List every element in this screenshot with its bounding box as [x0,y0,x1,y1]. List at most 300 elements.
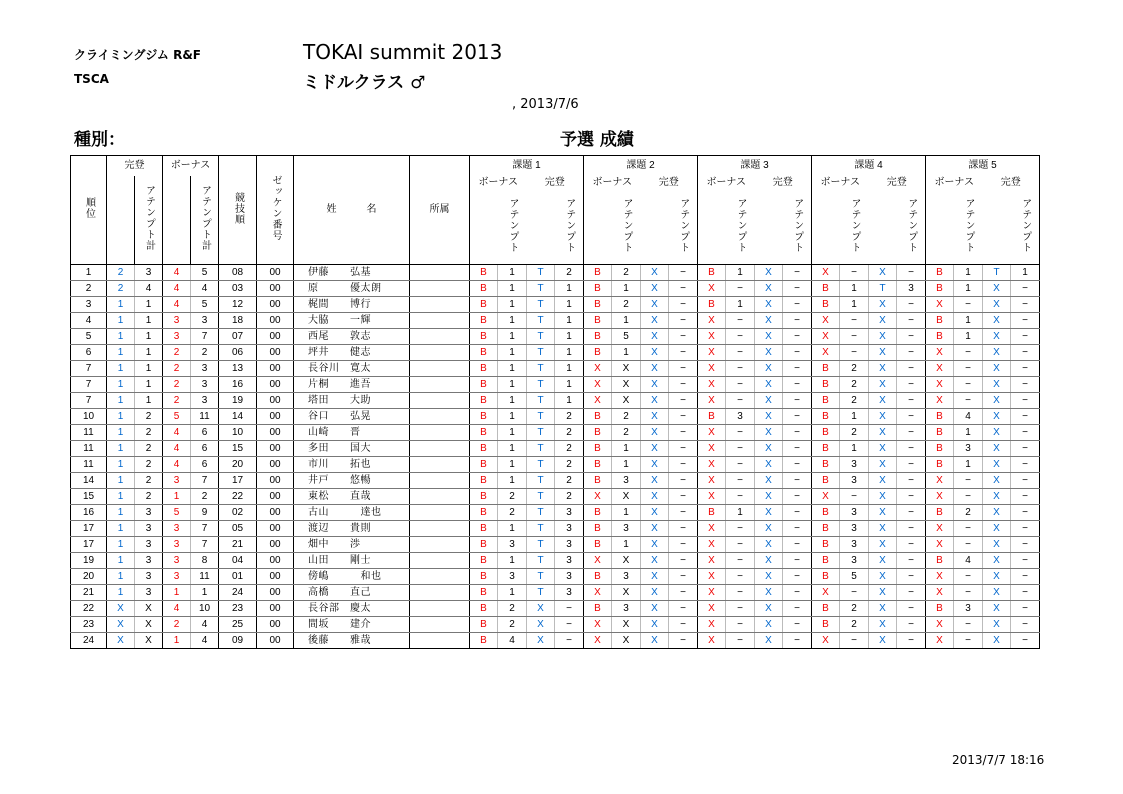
rank-cell: 23 [71,617,107,633]
bib-cell: 00 [257,441,294,457]
problem-2-bonus-mark: B [584,521,612,537]
rank-cell: 21 [71,585,107,601]
problem-3-bonus-attempts: − [726,633,755,649]
problem-2-top-mark: X [641,297,669,313]
problem-3-top-attempts: − [783,425,812,441]
problem-2-bonus-mark: B [584,441,612,457]
problem-2-bonus-attempts: X [612,585,641,601]
table-row [71,265,1040,281]
problem-1-top-attempts: 3 [555,521,584,537]
problem-3-bonus-attempts: − [726,473,755,489]
name-cell: 後藤 雅哉 [294,633,410,649]
order-cell: 09 [219,633,257,649]
problem-3-top-mark: X [755,265,783,281]
problem-1-bonus-attempts: 1 [498,425,527,441]
problem-1-top-attempts: 1 [555,297,584,313]
problem-1-bonus-mark: B [470,537,498,553]
problem-header-4 [812,156,926,177]
tops-count-cell: 1 [107,329,135,345]
problem-3-top-mark: X [755,601,783,617]
problem-5-top-attempts: − [1011,537,1040,553]
problem-3-top-attempts: − [783,553,812,569]
table-row [71,633,1040,649]
problem-header-1-text: 課題 1 [512,160,541,171]
problem-5-bonus-attempts: 3 [954,601,983,617]
problem-3-bonus-attempts: 1 [726,505,755,521]
problem-3-bonus-attempts: − [726,617,755,633]
tops-count-cell: X [107,633,135,649]
bib-cell: 00 [257,345,294,361]
name-cell: 梶間 博行 [294,297,410,313]
problem-2-bonus-attempts: 5 [612,329,641,345]
bonus-attempt-cell: 11 [191,569,219,585]
problem-4-bonus-attempts: 3 [840,553,869,569]
problem-3-bonus-attempts: − [726,489,755,505]
problem-2-top-mark: X [641,265,669,281]
problem-4-top-mark: X [869,553,897,569]
bonus-attempt-cell: 6 [191,441,219,457]
problem-5-bonus-mark: X [926,361,954,377]
order-cell: 25 [219,617,257,633]
problem-1-top-mark: T [527,345,555,361]
problem-3-bonus-header [698,176,755,190]
name-cell: 原 優太朗 [294,281,410,297]
top-attempt-cell: 3 [135,537,163,553]
bonus-count-cell: 2 [163,393,191,409]
top-attempt-cell: 2 [135,457,163,473]
bib-cell: 00 [257,281,294,297]
bonus-attempt-cell: 2 [191,345,219,361]
problem-3-top-mark: X [755,377,783,393]
problem-2-bonus-mark: X [584,489,612,505]
problem-4-top-mark: X [869,537,897,553]
problem-2-bonus-attempts: 1 [612,281,641,297]
bib-cell: 00 [257,569,294,585]
top-attempt-cell: 2 [135,473,163,489]
problem-5-top-mark: X [983,361,1011,377]
problem-3-top-mark: X [755,457,783,473]
problem-header-3 [698,156,812,177]
problem-2-bonus-attempts: 1 [612,457,641,473]
problem-3-bonus-mark: X [698,489,726,505]
top-attempt-header [135,176,163,265]
problem-1-top-attempts: − [555,633,584,649]
problem-5-bonus-attempts: − [954,297,983,313]
name-cell: 片桐 進吾 [294,377,410,393]
problem-2-bonus-mark: B [584,345,612,361]
problem-2-bonus-header [584,176,641,190]
name-cell: 大脇 一輝 [294,313,410,329]
top-attempt-cell: 1 [135,345,163,361]
problem-3-top-attempts: − [783,489,812,505]
problem-2-bonus-attempts: 1 [612,313,641,329]
problem-4-top-mark: T [869,281,897,297]
problem-5-top-attempts: − [1011,281,1040,297]
problem-4-bonus-mark: X [812,313,840,329]
problem-2-top-attempts: − [669,553,698,569]
bonus-count-cell: 4 [163,601,191,617]
bonus-count-cell: 2 [163,617,191,633]
problem-3-bonus-attempts: − [726,457,755,473]
problem-5-top-attempts: − [1011,521,1040,537]
bonus-attempt-cell: 3 [191,393,219,409]
problem-3-bonus-mark: X [698,601,726,617]
top-attempt-cell: 3 [135,569,163,585]
tops-count-cell: 1 [107,361,135,377]
problem-3-top-mark: X [755,489,783,505]
problem-3-bonus-attempts: 1 [726,297,755,313]
problem-1-bonus-mark: B [470,425,498,441]
problem-5-top-mark: X [983,521,1011,537]
problem-1-top-attempts: 3 [555,569,584,585]
problem-2-bonus-attempts: 3 [612,569,641,585]
problem-4-bonus-attempts: 1 [840,409,869,425]
problem-3-top-attempts: − [783,537,812,553]
problem-5-bonus-mark: X [926,297,954,313]
problem-5-bonus-attempts: 2 [954,505,983,521]
problem-4-top-mark: X [869,425,897,441]
table-row [71,617,1040,633]
problem-4-bonus-attempts: 3 [840,521,869,537]
problem-1-top-attempts: 1 [555,345,584,361]
problem-1-bonus-attempts: 1 [498,345,527,361]
problem-2-top-attempts: − [669,489,698,505]
problem-4-bonus-mark: B [812,361,840,377]
problem-2-top-mark: X [641,393,669,409]
problem-4-top-mark: X [869,505,897,521]
problem-header-1 [470,156,584,177]
problem-4-top-mark: X [869,601,897,617]
top-attempt-cell: X [135,617,163,633]
name-header [294,156,410,265]
problem-3-bonus-attempts: − [726,425,755,441]
problem-3-top-mark: X [755,329,783,345]
tops-count-cell: 1 [107,345,135,361]
problem-3-bonus-attempts: − [726,521,755,537]
problem-3-bonus-attempts: − [726,393,755,409]
problem-5-top-attempts: − [1011,297,1040,313]
bonus-attempt-cell: 11 [191,409,219,425]
problem-5-top-mark: X [983,537,1011,553]
affiliation-cell [410,441,470,457]
problem-1-top-attempts: 2 [555,265,584,281]
bib-cell: 00 [257,617,294,633]
problem-3-bonus-attempts: − [726,329,755,345]
problem-1-bonus-mark: B [470,265,498,281]
results-table [70,155,1040,649]
problem-2-top-attempts: − [669,633,698,649]
problem-5-top-attempts: − [1011,633,1040,649]
problem-1-bonus-mark: B [470,521,498,537]
tops-count-cell: 1 [107,457,135,473]
affiliation-cell [410,617,470,633]
problem-4-top-attempts: − [897,425,926,441]
bonus-attempt-cell: 7 [191,537,219,553]
problem-4-bonus-header-text: ボーナス [820,177,861,188]
order-cell: 13 [219,361,257,377]
rank-header [71,156,107,265]
problem-4-bonus-attempts: − [840,313,869,329]
problem-1-top-mark: T [527,505,555,521]
order-cell: 03 [219,281,257,297]
problem-2-bonus-mark: B [584,473,612,489]
problem-1-top-attempts: − [555,601,584,617]
bonus-count-cell: 3 [163,473,191,489]
problem-5-top-mark: X [983,473,1011,489]
problem-1-bonus-attempts: 1 [498,441,527,457]
problem-4-bonus-mark: B [812,281,840,297]
name-cell: 多田 国大 [294,441,410,457]
bonus-count-cell: 1 [163,489,191,505]
bib-cell: 00 [257,489,294,505]
problem-2-top-mark: X [641,345,669,361]
problem-5-top-attempts: − [1011,457,1040,473]
affiliation-cell [410,601,470,617]
problem-5-top-mark: X [983,617,1011,633]
order-cell: 08 [219,265,257,281]
problem-4-bonus-mark: B [812,441,840,457]
rank-cell: 5 [71,329,107,345]
problem-4-top-attempts: − [897,393,926,409]
problem-1-bonus-mark: B [470,345,498,361]
top-attempt-cell: 3 [135,553,163,569]
problem-2-bonus-mark: B [584,409,612,425]
tops-count-cell: 1 [107,377,135,393]
table-row [71,489,1040,505]
problem-1-bonus-attempts: 1 [498,281,527,297]
problem-2-top-attempts: − [669,505,698,521]
problem-1-top-attempts: 1 [555,329,584,345]
problem-4-bonus-mark: X [812,633,840,649]
problem-5-top-mark: X [983,569,1011,585]
problem-5-bonus-attempts: − [954,393,983,409]
affiliation-cell [410,585,470,601]
bib-cell: 00 [257,537,294,553]
order-cell: 19 [219,393,257,409]
bonus-count-cell: 4 [163,265,191,281]
problem-3-top-header [755,176,812,190]
problem-3-top-attempts: − [783,585,812,601]
problem-1-bonus-mark: B [470,297,498,313]
problem-2-bonus-mark: B [584,537,612,553]
problem-4-bonus-mark: B [812,553,840,569]
problem-4-bonus-attempts: − [840,345,869,361]
tops-count-header [107,176,135,265]
problem-3-bonus-mark: X [698,633,726,649]
problem-1-top-mark: T [527,297,555,313]
problem-5-top-mark: X [983,297,1011,313]
problem-1-top-header-text: 完登 [544,177,565,188]
problem-1-bonus-mark-header [470,190,498,265]
problem-1-bonus-mark: B [470,569,498,585]
problem-1-top-attempts: 2 [555,409,584,425]
bonus-attempt-header [191,176,219,265]
order-cell: 15 [219,441,257,457]
problem-5-bonus-mark: X [926,377,954,393]
problem-1-top-mark-header [527,190,555,265]
table-row [71,521,1040,537]
problem-1-top-mark: T [527,473,555,489]
problem-4-top-mark: X [869,329,897,345]
problem-3-top-mark: X [755,553,783,569]
problem-1-top-mark: T [527,585,555,601]
problem-2-bonus-attempts: 2 [612,265,641,281]
problem-1-top-mark: T [527,377,555,393]
problem-1-bonus-attempts: 1 [498,361,527,377]
rank-cell: 6 [71,345,107,361]
bonus-header [163,156,219,177]
problem-3-bonus-mark: X [698,313,726,329]
event-date: , 2013/7/6 [512,97,579,112]
table-row [71,569,1040,585]
top-attempt-cell: 1 [135,329,163,345]
problem-4-top-attempts: − [897,473,926,489]
bib-cell: 00 [257,553,294,569]
problem-4-bonus-mark: B [812,569,840,585]
table-row [71,345,1040,361]
problem-1-bonus-attempt-header [498,190,527,265]
problem-3-top-mark: X [755,393,783,409]
problem-4-top-attempt-header [897,190,926,265]
problem-5-bonus-mark: B [926,425,954,441]
problem-4-top-mark: X [869,409,897,425]
problem-5-bonus-mark: B [926,441,954,457]
problem-4-bonus-mark: B [812,393,840,409]
affiliation-header-text: 所属 [429,204,450,215]
bib-cell: 00 [257,313,294,329]
problem-1-top-attempts: 1 [555,393,584,409]
affiliation-cell [410,377,470,393]
rank-cell: 17 [71,537,107,553]
problem-3-bonus-mark: X [698,377,726,393]
affiliation-cell [410,345,470,361]
problem-2-top-attempt-header-text: アテンプト [677,197,689,253]
order-cell: 20 [219,457,257,473]
problem-5-bonus-mark: B [926,329,954,345]
problem-5-bonus-attempts: − [954,617,983,633]
problem-5-top-mark: T [983,265,1011,281]
problem-5-top-mark: X [983,409,1011,425]
order-cell: 01 [219,569,257,585]
problem-4-top-attempts: − [897,521,926,537]
problem-2-bonus-attempts: X [612,393,641,409]
problem-3-bonus-attempts: − [726,537,755,553]
problem-1-top-mark: T [527,457,555,473]
problem-3-top-mark: X [755,297,783,313]
problem-1-bonus-attempts: 1 [498,265,527,281]
problem-1-top-attempts: 1 [555,313,584,329]
problem-5-top-mark: X [983,345,1011,361]
problem-2-bonus-attempts: 2 [612,425,641,441]
problem-3-bonus-attempts: − [726,313,755,329]
affiliation-cell [410,569,470,585]
problem-2-top-mark: X [641,361,669,377]
problem-4-top-attempt-header-text: アテンプト [905,197,917,253]
problem-5-bonus-mark: B [926,265,954,281]
bonus-attempt-cell: 9 [191,505,219,521]
problem-3-top-mark: X [755,441,783,457]
rank-cell: 7 [71,393,107,409]
problem-3-bonus-mark: X [698,425,726,441]
problem-4-bonus-attempts: 2 [840,361,869,377]
problem-1-top-attempts: 3 [555,537,584,553]
problem-5-top-attempts: − [1011,617,1040,633]
problem-1-bonus-attempts: 1 [498,457,527,473]
problem-5-top-mark: X [983,425,1011,441]
problem-4-bonus-mark: B [812,601,840,617]
problem-3-bonus-mark: B [698,265,726,281]
top-attempt-cell: 4 [135,281,163,297]
problem-2-bonus-mark: X [584,585,612,601]
affiliation-cell [410,489,470,505]
bonus-attempt-cell: 2 [191,489,219,505]
problem-1-bonus-mark: B [470,441,498,457]
problem-2-bonus-attempts: X [612,377,641,393]
problem-4-top-attempts: − [897,265,926,281]
problem-4-bonus-mark: X [812,345,840,361]
problem-1-bonus-mark: B [470,409,498,425]
problem-2-bonus-mark: B [584,265,612,281]
problem-5-top-attempt-header [1011,190,1040,265]
problem-3-bonus-attempts: − [726,585,755,601]
problem-4-top-attempts: − [897,633,926,649]
problem-1-top-attempts: 2 [555,473,584,489]
problem-5-top-attempts: − [1011,553,1040,569]
problem-1-bonus-mark: B [470,553,498,569]
problem-1-bonus-header-text: ボーナス [478,177,519,188]
problem-5-bonus-mark: X [926,617,954,633]
name-header-text: 姓 名 [326,204,377,215]
problem-5-top-attempts: − [1011,425,1040,441]
affiliation-cell [410,281,470,297]
top-attempt-cell: X [135,633,163,649]
problem-5-bonus-attempts: 1 [954,313,983,329]
bib-cell: 00 [257,425,294,441]
problem-5-top-attempts: − [1011,489,1040,505]
name-cell: 市川 拓也 [294,457,410,473]
tops-count-cell: 1 [107,553,135,569]
bonus-count-cell: 1 [163,585,191,601]
problem-2-bonus-attempts: X [612,553,641,569]
name-cell: 畑中 渉 [294,537,410,553]
problem-3-top-mark: X [755,521,783,537]
problem-1-bonus-mark: B [470,281,498,297]
problem-4-bonus-attempts: 2 [840,425,869,441]
table-row [71,393,1040,409]
problem-5-bonus-mark: X [926,345,954,361]
problem-2-bonus-attempts: 3 [612,601,641,617]
problem-5-bonus-attempts: − [954,537,983,553]
order-cell: 04 [219,553,257,569]
bonus-count-cell: 5 [163,409,191,425]
problem-2-top-mark: X [641,457,669,473]
problem-5-bonus-attempts: 1 [954,329,983,345]
bonus-count-cell: 3 [163,329,191,345]
problem-5-top-mark: X [983,633,1011,649]
problem-1-bonus-attempts: 1 [498,377,527,393]
problem-1-top-attempts: 3 [555,553,584,569]
bonus-count-cell: 2 [163,345,191,361]
name-cell: 坪井 健志 [294,345,410,361]
problem-5-bonus-attempts: − [954,633,983,649]
problem-5-bonus-attempts: − [954,585,983,601]
bonus-attempt-cell: 8 [191,553,219,569]
problem-header-3-text: 課題 3 [740,160,769,171]
bonus-count-cell: 2 [163,377,191,393]
problem-2-bonus-mark-header [584,190,612,265]
problem-5-top-mark: X [983,457,1011,473]
affiliation-cell [410,409,470,425]
